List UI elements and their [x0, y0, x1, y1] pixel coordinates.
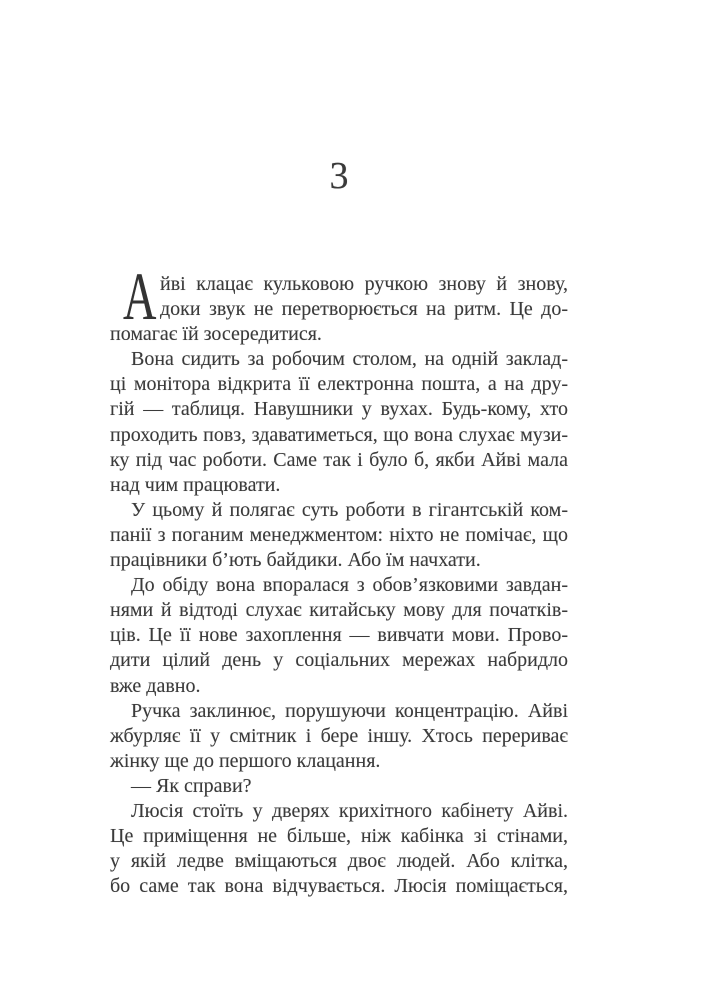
- paragraph: [110, 498, 568, 573]
- text-line: панії з поганим менеджментом: ніхто не помічає, що: [110, 523, 568, 546]
- paragraph: [110, 799, 568, 899]
- text-line: у якій ледве вміщаються двоє людей. Або клітка,: [110, 850, 568, 873]
- text-block: [110, 258, 568, 899]
- text-line: жбурляє її у смітник і бере іншу. Хтось перериває: [110, 724, 568, 747]
- paragraph: [110, 347, 568, 498]
- text-line: над чим працювати.: [110, 473, 281, 496]
- text-line: Ручка заклинює, порушуючи концентрацію. Айві: [131, 699, 568, 722]
- drop-cap: А: [123, 258, 157, 334]
- text-line: ці монітора відкрита її електронна пошта, а на дру-: [110, 373, 568, 396]
- paragraph: [110, 573, 568, 698]
- text-line: вже давно.: [110, 674, 201, 697]
- paragraph: [110, 774, 568, 799]
- text-line: ку під час роботи. Саме так і було б, якби Айві мала: [110, 448, 568, 471]
- paragraph: [110, 258, 568, 347]
- text-line: гій — таблиця. Навушники у вухах. Будь-кому, хто: [110, 398, 568, 421]
- text-line: — Як справи?: [131, 774, 252, 797]
- text-line: дити цілий день у соціальних мережах набридло: [110, 649, 568, 672]
- text-line: ців. Це її нове захоплення — вивчати мови. Прово-: [110, 624, 568, 647]
- paragraph: [110, 699, 568, 774]
- chapter-number: 3: [329, 155, 349, 197]
- text-line: Люсія стоїть у дверях крихітного кабінету Айві.: [131, 799, 568, 822]
- text-line: працівники б’ють байдики. Або їм начхати.: [110, 549, 481, 572]
- text-line: йві клацає кульковою ручкою знову й знову,: [160, 273, 568, 295]
- text-line: доки звук не перетворюється на ритм. Це до-: [160, 298, 568, 321]
- text-line: У цьому й полягає суть роботи в гігантській ком-: [131, 498, 568, 521]
- text-line: бо саме так вона відчувається. Люсія поміщається,: [110, 875, 568, 898]
- text-line: Це приміщення не більше, ніж кабінка зі стінами,: [110, 825, 568, 848]
- text-line: До обіду вона впоралася з обов’язковими завдан-: [131, 574, 568, 597]
- text-line: жінку ще до першого клацання.: [110, 749, 381, 772]
- text-line: помагає їй зосередитися.: [110, 323, 322, 346]
- text-line: нями й відтоді слухає китайську мову для початків-: [110, 599, 568, 622]
- text-line: Вона сидить за робочим столом, на одній заклад-: [131, 348, 568, 371]
- text-line: проходить повз, здаватиметься, що вона слухає музи-: [110, 423, 568, 446]
